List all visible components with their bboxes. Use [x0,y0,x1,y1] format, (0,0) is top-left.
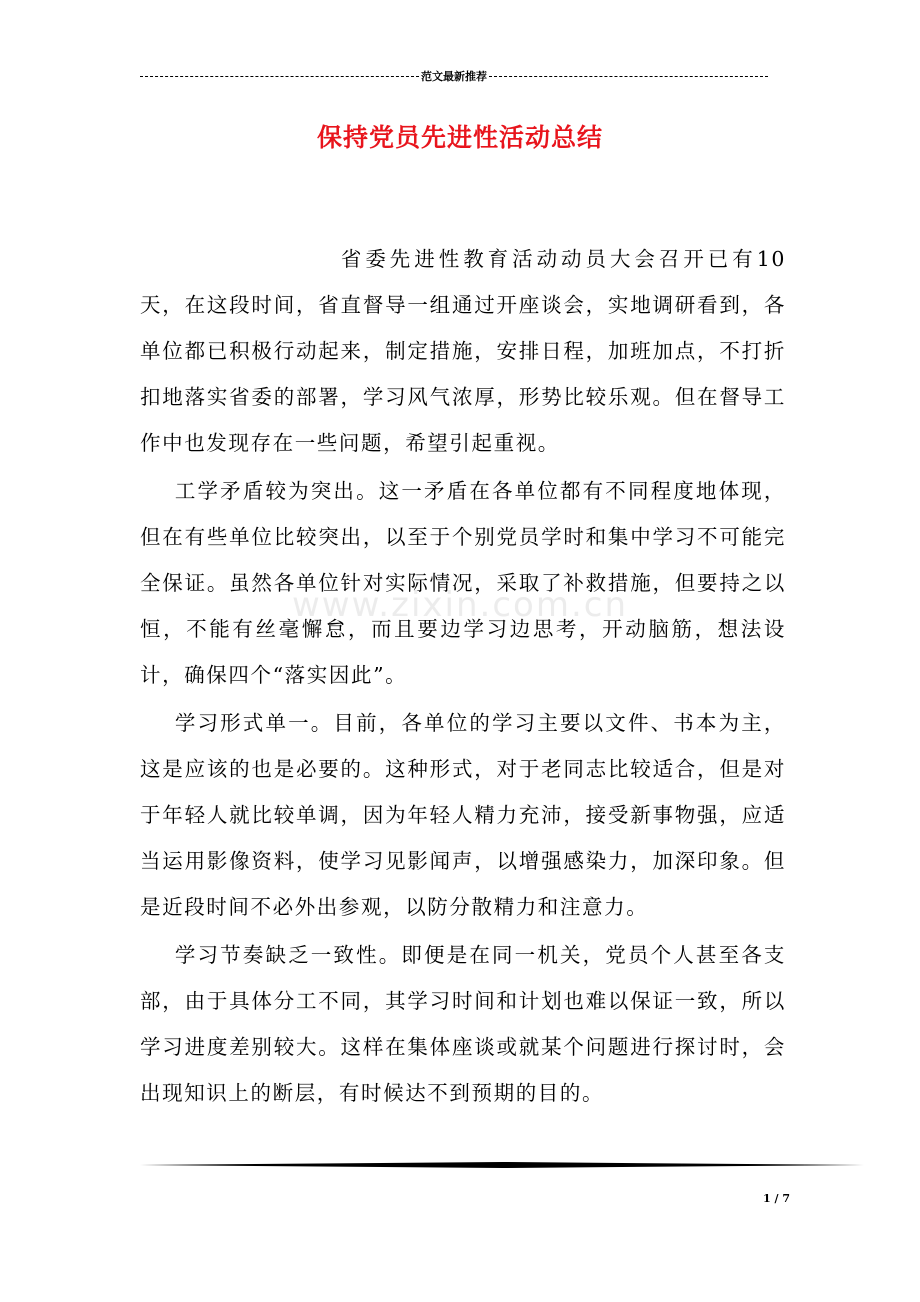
watermark-text: www.zixin.com.cn [292,585,628,625]
paragraph-work-study-conflict: 工学矛盾较为突出。这一矛盾在各单位都有不同程度地体现，但在有些单位比较突出，以至于个别党员学时和集中学习不可能完全保证。虽然各单位针对实际情况，采取了补救措施，但要持之以恒，不能有丝毫懈怠，而且要边学习边思考，开动脑筋，想法设计，确保四个“落实因此”。 [140,479,786,687]
page-header [140,68,768,84]
paragraph-learning-format: 学习形式单一。目前，各单位的学习主要以文件、书本为主，这是应该的也是必要的。这种形式，对于老同志比较适合，但是对于年轻人就比较单调，因为年轻人精力充沛，接受新事物强，应适当运用影像资料，使学习见影闻声，以增强感染力，加深印象。但是近段时间不必外出参观，以防分散精力和注意力。 [140,711,786,919]
page-number: 1 / 7 [763,1192,790,1205]
document-body [140,236,786,1118]
document-title: 保持党员先进性活动总结 [316,123,603,152]
header-dash-left [140,76,419,77]
header-dash-right [489,76,768,77]
header-label: 范文最新推荐 [421,70,487,83]
paragraph-intro: 省委先进性教育活动动员大会召开已有10天，在这段时间，省直督导一组通过开座谈会，实地调研看到，各单位都已积极行动起来，制定措施，安排日程，加班加点，不打折扣地落实省委的部署，学习风气浓厚，形势比较乐观。但在督导工作中也发现存在一些问题，希望引起重视。 [140,247,786,455]
footer-rule [140,1162,864,1168]
paragraph-learning-pace: 学习节奏缺乏一致性。即便是在同一机关，党员个人甚至各支部，由于具体分工不同，其学习时间和计划也难以保证一致，所以学习进度差别较大。这样在集体座谈或就某个问题进行探讨时，会出现知识上的断层，有时候达不到预期的目的。 [140,943,786,1105]
